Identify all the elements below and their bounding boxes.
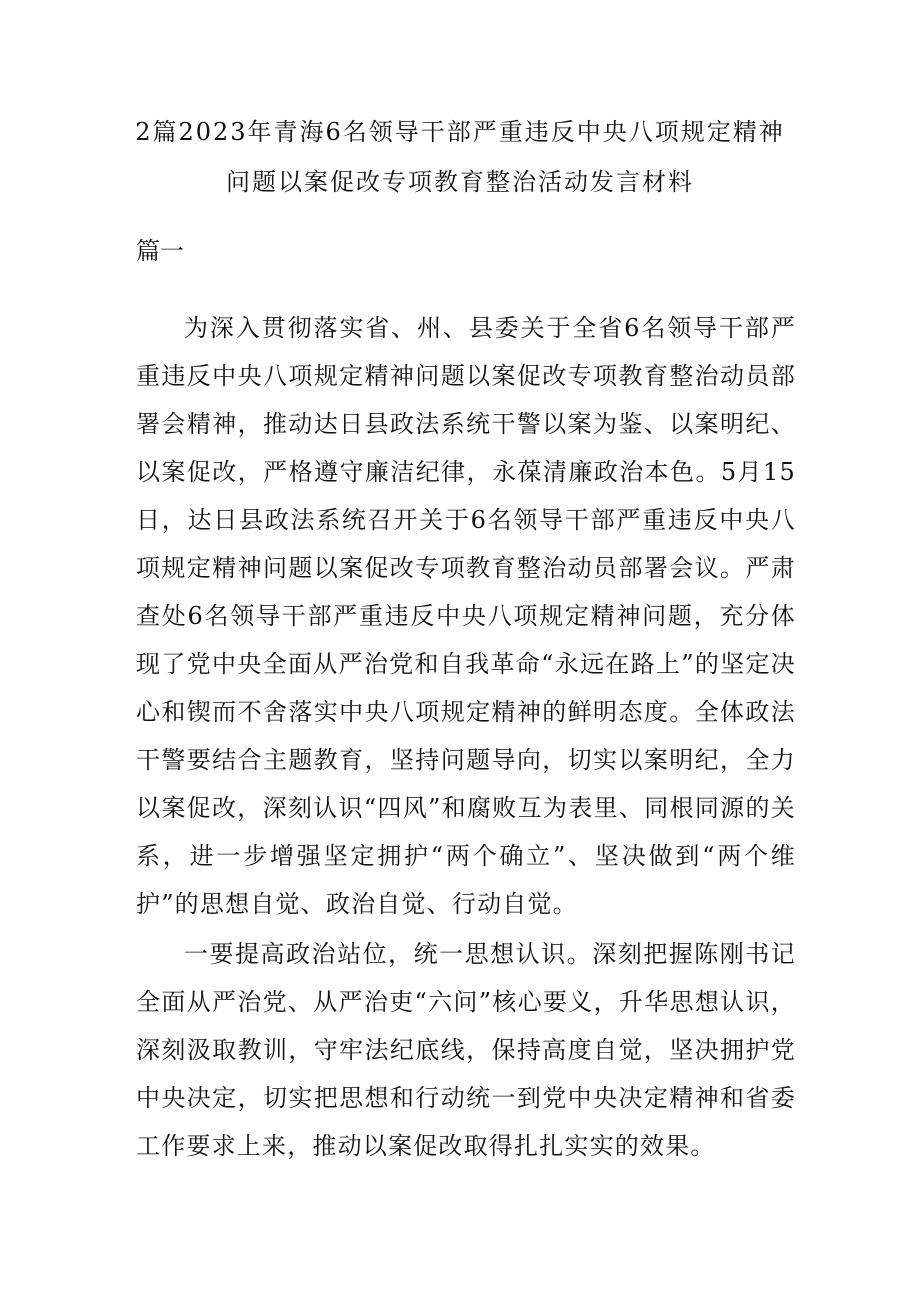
document-title-line-2: 问题以案促改专项教育整治活动发言材料 bbox=[226, 168, 694, 196]
paragraph-1: 为深入贯彻落实省、州、县委关于全省6名领导干部严重违反中央八项规定精神问题以案促改专项教育整治动员部署会精神，推动达日县政法系统干警以案为鉴、以案明纪、以案促改，严格遵守廉洁纪律，永葆清廉政治本色。5月15日，达日县政法系统召开关于6名领导干部严重违反中央八项规定精神问题以案促改专项教育整治动员部署会议。严肃查处6名领导干部严重违反中央八项规定精神问题，充分体现了党中央全面从严治党和自我革命“永远在路上”的坚定决心和锲而不舍落实中央八项规定精神的鲜明态度。全体政法干警要结合主题教育，坚持问题导向，切实以案明纪，全力以案促改，深刻认识“四风”和腐败互为表里、同根同源的关系，进一步增强坚定拥护“两个确立”、坚决做到“两个维护”的思想自觉、政治自觉、行动自觉。 bbox=[136, 314, 796, 918]
section-label: 篇一 bbox=[136, 237, 184, 265]
paragraph-2: 一要提高政治站位，统一思想认识。深刻把握陈刚书记全面从严治党、从严治吏“六问”核心要义，升华思想认识，深刻汲取教训，守牢法纪底线，保持高度自觉，坚决拥护党中央决定，切实把思想和行动统一到党中央决定精神和省委工作要求上来，推动以案促改取得扎扎实实的效果。 bbox=[136, 940, 796, 1160]
document-title-line-1: 2篇2023年青海6名领导干部严重违反中央八项规定精神 bbox=[135, 118, 785, 146]
